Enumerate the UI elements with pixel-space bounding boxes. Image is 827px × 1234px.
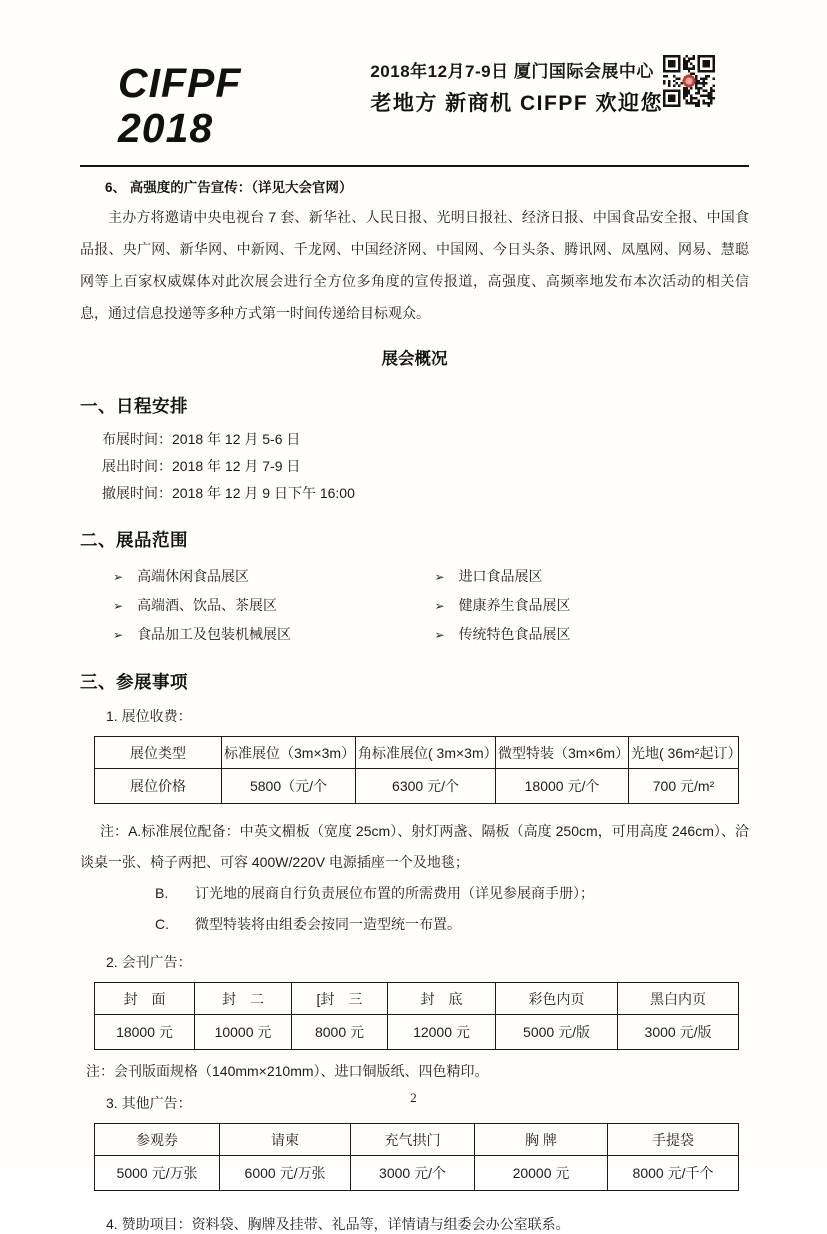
- table-header-cell: 封 二: [195, 983, 292, 1015]
- table-cell: 10000 元: [195, 1015, 292, 1050]
- table-cell: 700 元/m²: [629, 769, 739, 804]
- table-cell: 6000 元/万张: [220, 1156, 351, 1191]
- table-row: [95, 1015, 739, 1050]
- table-header-cell: 参观券: [95, 1124, 220, 1156]
- section-heading-participation: 三、参展事项: [80, 672, 188, 693]
- table-cell: 3000 元/个: [351, 1156, 475, 1191]
- other-ad-label: 3. 其他广告：: [106, 1095, 192, 1112]
- arrow-bullet-icon: ➢: [113, 628, 124, 643]
- scope-item: [113, 591, 415, 620]
- scope-column-right: [415, 562, 750, 649]
- note-label: B.: [155, 885, 169, 902]
- table-row: [95, 1156, 739, 1191]
- schedule-list: [80, 426, 749, 507]
- event-tagline: 老地方 新商机 CIFPF 欢迎您: [370, 92, 663, 115]
- scope-item-label: 进口食品展区: [458, 568, 543, 585]
- note-label: C.: [155, 916, 169, 933]
- arrow-bullet-icon: ➢: [113, 570, 124, 585]
- table-header-cell: 封 底: [388, 983, 496, 1015]
- table-cell: 5000 元/版: [496, 1015, 618, 1050]
- table-header-cell: 角标准展位( 3m×3m）: [356, 737, 496, 769]
- scope-item: [435, 562, 750, 591]
- schedule-item: 展出时间：2018 年 12 月 7-9 日: [102, 458, 301, 475]
- table-header-cell: [封 三: [292, 983, 388, 1015]
- table-cell: 18000 元: [95, 1015, 195, 1050]
- table-header-cell: 黑白内页: [618, 983, 739, 1015]
- table-cell: 6300 元/个: [356, 769, 496, 804]
- promo-paragraph: 主办方将邀请中央电视台 7 套、新华社、人民日报、光明日报社、经济日报、中国食品安全报、中国食品报、央广网、新华网、中新网、千龙网、中国经济网、中国网、今日头条、腾讯网、凤凰网、网易、慧聪网等上百家权威媒体对此次展会进行全方位多角度的宣传报道，高强度、高频率地发布本次活动的相关信息，通过信息投递等多种方式第一时间传递给目标观众。: [80, 209, 749, 322]
- note-text: 微型特装将由组委会按同一造型统一布置。: [195, 916, 461, 933]
- booth-fee-label: 1. 展位收费：: [106, 708, 192, 725]
- table-header-cell: 封 面: [95, 983, 195, 1015]
- scope-item-label: 高端休闲食品展区: [137, 568, 250, 585]
- booth-fee-table: [94, 736, 742, 804]
- arrow-bullet-icon: ➢: [434, 628, 445, 643]
- scope-item: [113, 620, 415, 649]
- table-cell: 3000 元/版: [618, 1015, 739, 1050]
- table-cell: 20000 元: [475, 1156, 608, 1191]
- journal-ad-label: 2. 会刊广告：: [106, 954, 192, 971]
- arrow-bullet-icon: ➢: [434, 599, 445, 614]
- arrow-bullet-icon: ➢: [113, 599, 124, 614]
- table-row: [95, 769, 739, 804]
- table-header-cell: 标准展位（3m×3m）: [222, 737, 356, 769]
- page-header: [80, 55, 749, 167]
- table-header-cell: 充气拱门: [351, 1124, 475, 1156]
- other-ad-table: [94, 1123, 739, 1191]
- scope-item: [435, 620, 750, 649]
- scope-item-label: 高端酒、饮品、茶展区: [137, 597, 278, 614]
- scope-item-label: 食品加工及包装机械展区: [137, 626, 292, 643]
- table-header-cell: 微型特装（3m×6m）: [496, 737, 629, 769]
- journal-note: 注：会刊版面规格（140mm×210mm）、进口铜版纸、四色精印。: [86, 1063, 489, 1080]
- table-header-cell: 光地( 36m²起订）: [629, 737, 739, 769]
- page-number: 2: [410, 1090, 417, 1105]
- booth-note-a: 注：A.标准展位配备：中英文楣板（宽度 25cm）、射灯两盏、隔板（高度 250cm，可用高度 246cm）、洽谈桌一张、椅子两把、可容 400W/220V 电源插座一个及地毯；: [80, 823, 749, 871]
- booth-note-b: [80, 878, 749, 909]
- booth-note-c: [80, 909, 749, 940]
- cifpf-logo: CIFPF 2018: [118, 60, 242, 152]
- table-cell: 5000 元/万张: [95, 1156, 220, 1191]
- table-header-row: [95, 983, 739, 1015]
- table-header-cell: 手提袋: [608, 1124, 739, 1156]
- table-header-cell: 彩色内页: [496, 983, 618, 1015]
- table-cell: 18000 元/个: [496, 769, 629, 804]
- table-cell: 展位价格: [95, 769, 222, 804]
- scope-item: [113, 562, 415, 591]
- note-text: 订光地的展商自行负责展位布置的所需费用（详见参展商手册）；: [195, 885, 594, 902]
- table-cell: 8000 元: [292, 1015, 388, 1050]
- scope-columns: [80, 562, 749, 649]
- table-cell: 12000 元: [388, 1015, 496, 1050]
- arrow-bullet-icon: ➢: [434, 570, 445, 585]
- scope-item-label: 传统特色食品展区: [458, 626, 571, 643]
- table-cell: 8000 元/千个: [608, 1156, 739, 1191]
- overview-title: 展会概况: [381, 350, 448, 369]
- header-text-block: [370, 55, 663, 117]
- promo-heading: 6、 高强度的广告宣传：（详见大会官网）: [105, 180, 353, 196]
- scope-item-label: 健康养生食品展区: [458, 597, 571, 614]
- qr-code-icon: [663, 55, 715, 107]
- journal-ad-table: [94, 982, 739, 1050]
- table-cell: 5800（元/个: [222, 769, 356, 804]
- table-header-row: [95, 737, 739, 769]
- schedule-item: 布展时间：2018 年 12 月 5-6 日: [102, 431, 301, 448]
- scope-column-left: [80, 562, 415, 649]
- sponsor-item: 4. 赞助项目：资料袋、胸牌及挂带、礼品等，详情请与组委会办公室联系。: [106, 1216, 570, 1233]
- scope-item: [435, 591, 750, 620]
- table-header-cell: 展位类型: [95, 737, 222, 769]
- section-heading-scope: 二、展品范围: [80, 530, 188, 551]
- table-header-row: [95, 1124, 739, 1156]
- table-header-cell: 胸 牌: [475, 1124, 608, 1156]
- schedule-item: 撤展时间：2018 年 12 月 9 日下午 16:00: [102, 485, 355, 502]
- event-date-location: 2018年12月7-9日 厦门国际会展中心: [370, 62, 654, 81]
- table-header-cell: 请柬: [220, 1124, 351, 1156]
- section-heading-schedule: 一、日程安排: [80, 396, 188, 417]
